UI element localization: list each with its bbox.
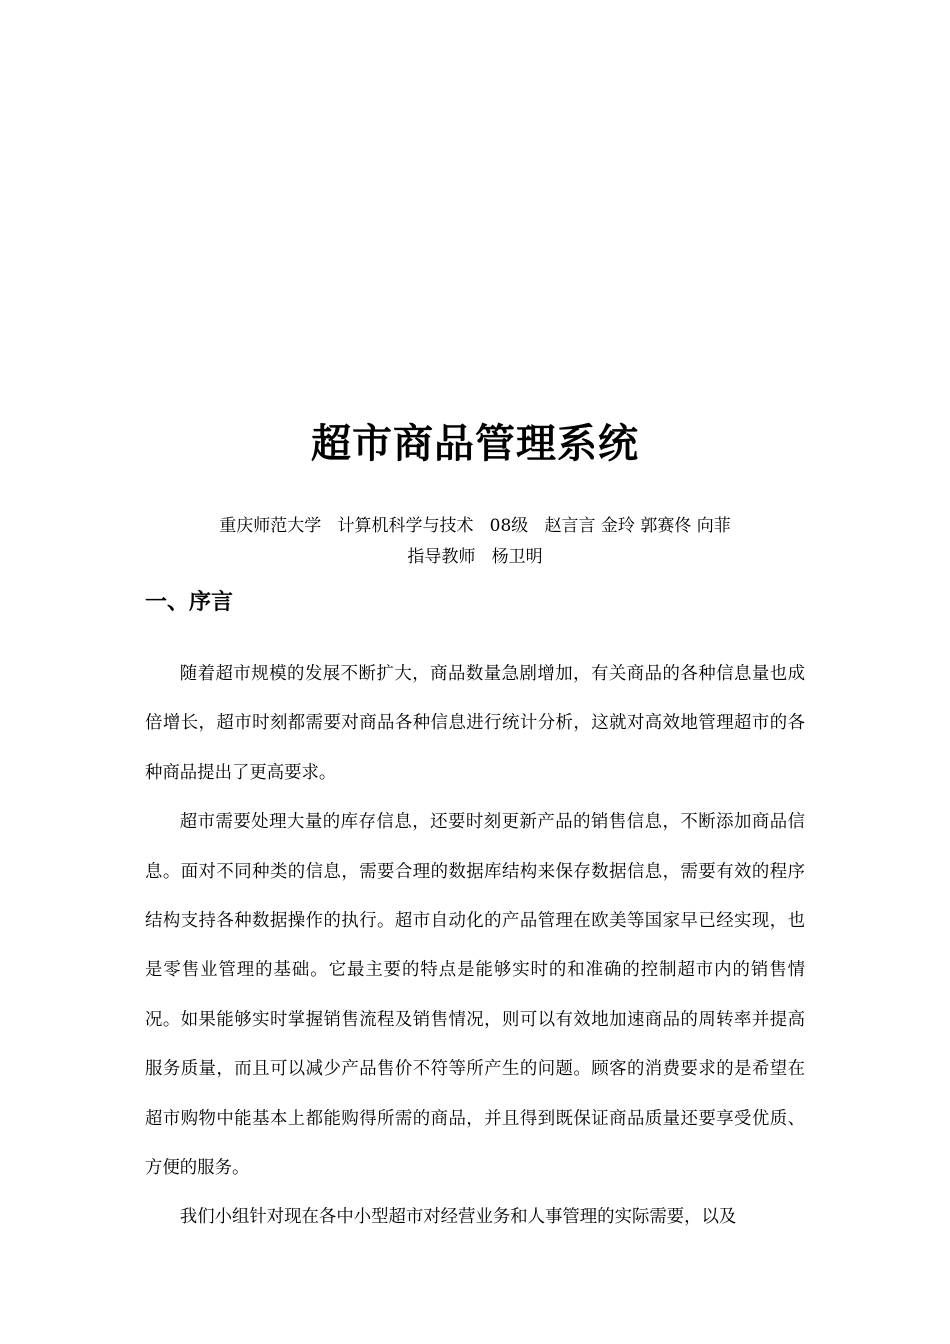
- advisor-line: 指导教师 杨卫明: [407, 547, 543, 567]
- paragraph: 超市需要处理大量的库存信息，还要时刻更新产品的销售信息，不断添加商品信息。面对不同种类的信息，需要合理的数据库结构来保存数据信息，需要有效的程序结构支持各种数据操作的执行。超市自动化的产品管理在欧美等国家早已经实现，也是零售业管理的基础。它最主要的特点是能够实时的和准确的控制超市内的销售情况。如果能够实时掌握销售流程及销售情况，则可以有效地加速商品的周转率并提高服务质量，而且可以减少产品售价不符等所产生的问题。顾客的消费要求的是希望在超市购物中能基本上都能购得所需的商品，并且得到既保证商品质量还要享受优质、方便的服务。: [145, 812, 805, 1179]
- paragraph: 随着超市规模的发展不断扩大，商品数量急剧增加，有关商品的各种信息量也成倍增长，超市时刻都需要对商品各种信息进行统计分析，这就对高效地管理超市的各种商品提出了更高要求。: [145, 664, 805, 783]
- body-text: [145, 650, 805, 1243]
- document-title: 超市商品管理系统: [311, 420, 639, 467]
- section-heading: 一、序言: [145, 589, 234, 615]
- paragraph: 我们小组针对现在各中小型超市对经营业务和人事管理的实际需要，以及: [179, 1207, 737, 1228]
- author-line: 重庆师范大学 计算机科学与技术 08级 赵言言 金玲 郭赛佟 向菲: [219, 516, 731, 536]
